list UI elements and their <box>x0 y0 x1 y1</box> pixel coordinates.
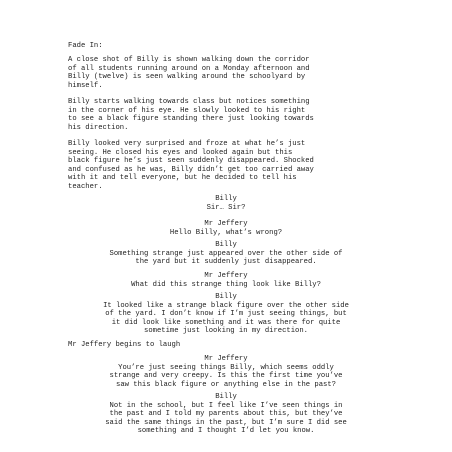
dialogue-line: something and I thought I’d let you know. <box>137 427 315 436</box>
character-name: Billy <box>215 293 237 301</box>
action-line: black figure he’s just seen suddenly disappeared. Shocked <box>68 157 314 166</box>
dialogue-line: sometime just looking in my direction. <box>144 327 308 336</box>
character-name: Mr Jeffery <box>204 272 248 280</box>
dialogue-line: the yard but it suddenly just disappeared. <box>135 258 317 267</box>
character-name: Billy <box>215 241 237 249</box>
action-line: in the corner of his eye. He slowly looked to his right <box>68 106 306 115</box>
character-name: Billy <box>215 195 237 203</box>
dialogue-line: Sir… Sir? <box>206 203 246 212</box>
dialogue-line: saw this black figure or anything else in the past? <box>116 380 336 389</box>
dialogue-line: What did this strange thing look like Billy? <box>131 280 321 289</box>
action-line: his direction. <box>68 123 129 132</box>
action-line: Billy starts walking towards class but notices something <box>68 98 310 106</box>
action-line: A close shot of Billy is shown walking down the corridor <box>68 56 310 64</box>
character-name: Billy <box>215 393 237 401</box>
dialogue-line: Something strange just appeared over the other side of <box>109 249 343 258</box>
dialogue-line: You’re just seeing things Billy, which seems oddly <box>118 363 334 372</box>
dialogue-line: It looked like a strange black figure over the other side <box>103 301 349 310</box>
action-line: of all students running around on a Monday afternoon and <box>68 64 310 73</box>
action-line: to see a black figure standing there just looking towards <box>68 115 314 124</box>
dialogue-line: said the same things in the past, but I’m sure I did see <box>105 418 347 427</box>
action-line: teacher. <box>68 183 103 191</box>
action-line: Mr Jeffery begins to laugh <box>68 341 181 349</box>
action-line: and confused as he was, Billy didn’t get too carried away <box>68 165 314 174</box>
character-name: Mr Jeffery <box>204 355 248 363</box>
dialogue-line: it did look like something and it was there for quite <box>111 318 341 327</box>
transition: Fade In: <box>68 42 103 50</box>
dialogue-line: Not in the school, but I feel like I’ve seen things in <box>109 401 343 410</box>
action-line: Billy looked very surprised and froze at what he’s just <box>68 140 306 148</box>
dialogue-line: of the yard. I don’t know if I’m just seeing things, but <box>105 310 347 319</box>
character-name: Mr Jeffery <box>204 220 248 228</box>
action-line: with it and tell everyone, but he decided to tell his <box>68 174 297 183</box>
dialogue-line: Hello Billy, what’s wrong? <box>169 228 283 237</box>
dialogue-line: the past and I told my parents about this, but they’ve <box>109 410 343 419</box>
action-line: seeing. He closed his eyes and looked again but this <box>68 148 293 157</box>
action-line: Billy (twelve) is seen walking around the schoolyard by <box>68 73 306 82</box>
action-line: himself. <box>68 81 103 90</box>
dialogue-line: strange and very creepy. Is this the first time you’ve <box>109 372 343 381</box>
